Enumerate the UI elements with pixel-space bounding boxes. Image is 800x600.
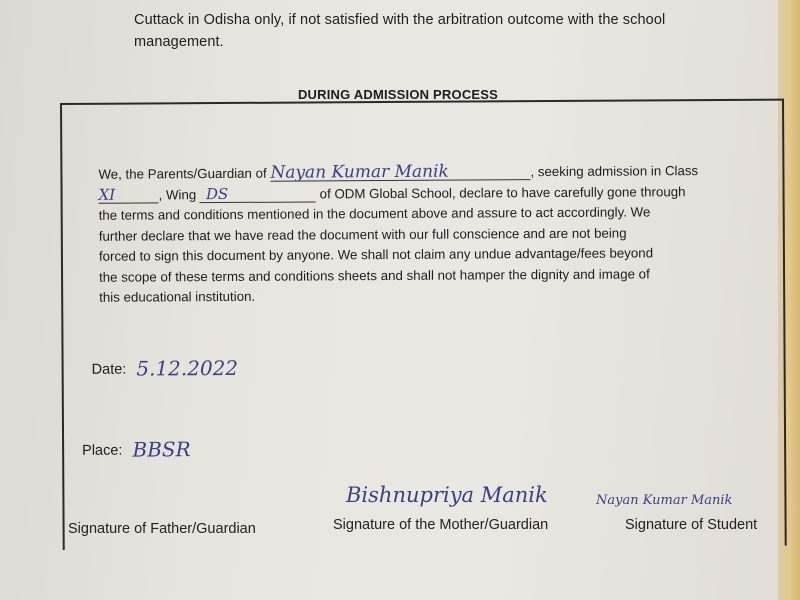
date-value[interactable]: 5.12.2022 [136, 355, 239, 381]
place-value[interactable]: BBSR [132, 437, 191, 462]
declaration-text-part4: of ODM Global School, declare to have carefully gone through [319, 183, 686, 201]
declaration-text-part2: , seeking admission in Class [530, 163, 699, 180]
mother-signature[interactable]: Bishnupriya Manik [346, 483, 548, 507]
declaration-paragraph [98, 161, 767, 309]
class-field[interactable]: XI [99, 186, 159, 203]
place-row [82, 437, 191, 462]
declaration-line-7: this educational institution. [99, 288, 256, 305]
declaration-line-4: further declare that we have read the document with our full conscience and are not being [98, 225, 627, 244]
declaration-line-3: the terms and conditions mentioned in the document above and assure to act accordingly. We [98, 204, 651, 223]
declaration-line-6: the scope of these terms and conditions sheets and shall not hamper the dignity and image of [99, 265, 650, 285]
wing-field[interactable]: DS [200, 185, 316, 203]
declaration-line-5: forced to sign this document by anyone. We shall not claim any undue advantage/fees beyond [98, 245, 654, 264]
intro-paragraph [134, 9, 756, 53]
intro-line-1: Cuttack in Odisha only, if not satisfied with the arbitration outcome with the school [134, 12, 666, 28]
date-row [92, 356, 239, 381]
declaration-text-part1: We, the Parents/Guardian of [98, 165, 267, 182]
date-label: Date: [91, 361, 127, 378]
section-heading: DURING ADMISSION PROCESS [297, 87, 499, 102]
declaration-line-2 [99, 181, 767, 206]
father-signature-label: Signature of Father/Guardian [68, 521, 256, 537]
student-signature[interactable]: Nayan Kumar Manik [596, 493, 733, 508]
intro-line-2: management. [134, 34, 224, 50]
student-signature-label: Signature of Student [625, 517, 758, 533]
place-label: Place: [82, 442, 123, 459]
mother-signature-label: Signature of the Mother/Guardian [333, 517, 549, 533]
declaration-text-part3: , Wing [158, 186, 197, 202]
student-name-field[interactable]: Nayan Kumar Manik [270, 163, 530, 182]
